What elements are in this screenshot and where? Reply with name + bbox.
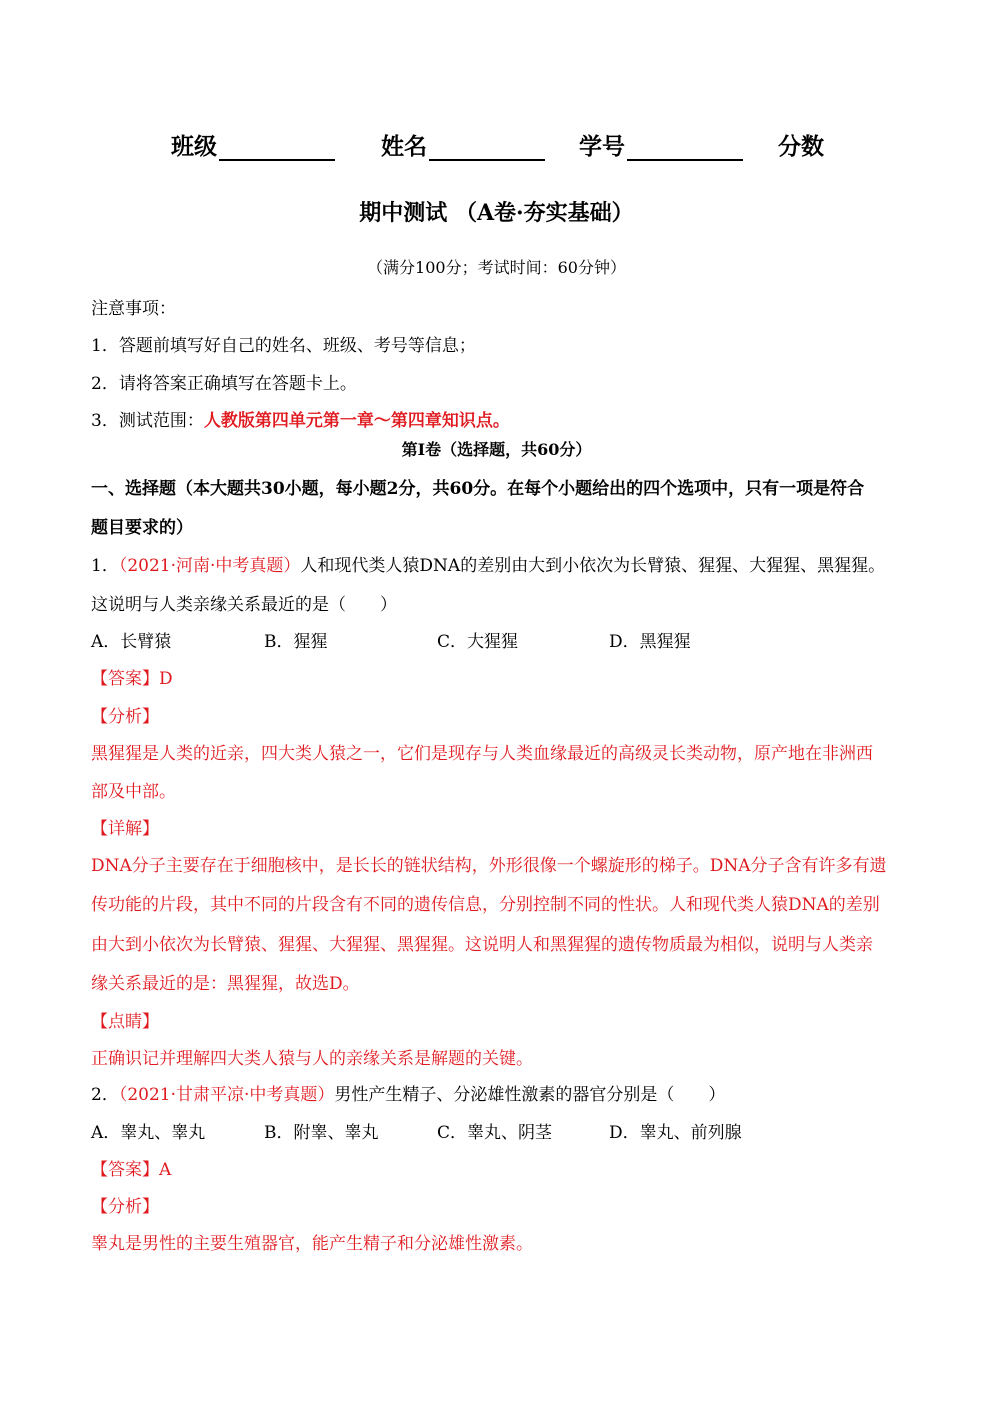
q2-option-c[interactable]: C．睾丸、阴茎 — [437, 1123, 553, 1143]
notice-heading: 注意事项： — [91, 299, 176, 319]
q1-option-a[interactable]: A．长臂猿 — [91, 632, 172, 652]
q1-tip: 正确识记并理解四大类人猿与人的亲缘关系是解题的关键。 — [91, 1049, 533, 1069]
q2-option-a[interactable]: A．睾丸、睾丸 — [91, 1123, 206, 1143]
q1-detail-line-2: 传功能的片段，其中不同的片段含有不同的遗传信息，分别控制不同的性状。人和现代类人猿DNA的差别 — [91, 895, 880, 915]
notice-item-1: 1．答题前填写好自己的姓名、班级、考号等信息； — [91, 336, 476, 356]
section-title: 第Ⅰ卷（选择题，共60分） — [401, 440, 592, 459]
q1-answer — [91, 664, 173, 689]
q2-options — [91, 1118, 911, 1142]
class-label: 班级 — [171, 133, 217, 160]
q2-analysis: 睾丸是男性的主要生殖器官，能产生精子和分泌雄性激素。 — [91, 1234, 533, 1254]
q2-answer-value: A — [159, 1160, 172, 1180]
student-id-label: 学号 — [579, 133, 625, 160]
q1-number: 1． — [91, 556, 119, 576]
q2-option-b[interactable]: B．附睾、睾丸 — [264, 1123, 379, 1143]
q1-source: （2021·河南·中考真题） — [118, 556, 301, 576]
q1-detail-label: 【详解】 — [91, 819, 159, 839]
q2-analysis-label: 【分析】 — [91, 1197, 159, 1217]
q1-analysis-line-1: 黑猩猩是人类的近亲，四大类人猿之一，它们是现存与人类血缘最近的高级灵长类动物，原产地在非洲西 — [91, 744, 873, 764]
name-blank[interactable] — [429, 135, 545, 161]
q1-option-d[interactable]: D．黑猩猩 — [609, 632, 691, 652]
notice-item-3-prefix: 3．测试范围： — [91, 411, 204, 431]
q2-answer-label: 【答案】 — [91, 1160, 159, 1180]
q2-stem — [91, 1080, 725, 1105]
q1-stem-line-1 — [91, 551, 885, 576]
student-id-field[interactable] — [579, 128, 743, 161]
score-label: 分数 — [778, 133, 824, 160]
q1-detail-line-4: 缘关系最近的是：黑猩猩，故选D。 — [91, 974, 360, 994]
q1-stem-line-2: 这说明与人类亲缘关系最近的是（ ） — [91, 595, 397, 615]
section-intro-line-2: 题目要求的） — [91, 518, 193, 538]
q1-stem-text: 人和现代类人猿DNA的差别由大到小依次为长臂猿、猩猩、大猩猩、黑猩猩。 — [300, 556, 886, 576]
q2-number: 2． — [91, 1085, 119, 1105]
q1-option-b[interactable]: B．猩猩 — [264, 632, 328, 652]
exam-title: 期中测试 （A卷·夯实基础） — [359, 200, 634, 226]
name-field[interactable] — [381, 128, 545, 161]
q1-detail-line-3: 由大到小依次为长臂猿、猩猩、大猩猩、黑猩猩。这说明人和黑猩猩的遗传物质最为相似，说明与人类亲 — [91, 935, 873, 955]
q1-options — [91, 627, 911, 651]
q1-tip-label: 【点睛】 — [91, 1012, 159, 1032]
student-id-blank[interactable] — [627, 135, 743, 161]
class-blank[interactable] — [219, 135, 335, 161]
class-field[interactable] — [171, 128, 335, 161]
q1-analysis-label: 【分析】 — [91, 707, 159, 727]
q2-option-d[interactable]: D．睾丸、前列腺 — [609, 1123, 742, 1143]
q1-answer-value: D — [159, 669, 173, 689]
notice-item-3-range: 人教版第四单元第一章～第四章知识点。 — [203, 411, 510, 431]
section-intro-line-1: 一、选择题（本大题共30小题，每小题2分，共60分。在每个小题给出的四个选项中，只有一项是符合 — [91, 479, 865, 499]
q1-answer-label: 【答案】 — [91, 669, 159, 689]
q1-analysis-line-2: 部及中部。 — [91, 782, 176, 802]
q2-stem-text: 男性产生精子、分泌雄性激素的器官分别是（ ） — [334, 1085, 726, 1105]
notice-item-3 — [91, 406, 510, 431]
q2-source: （2021·甘肃平凉·中考真题） — [118, 1085, 335, 1105]
q1-option-c[interactable]: C．大猩猩 — [437, 632, 519, 652]
exam-subtitle: （满分100分；考试时间：60分钟） — [367, 258, 626, 277]
q2-answer — [91, 1155, 171, 1180]
notice-item-2: 2．请将答案正确填写在答题卡上。 — [91, 374, 357, 394]
name-label: 姓名 — [381, 133, 427, 160]
score-field — [778, 128, 824, 161]
q1-detail-line-1: DNA分子主要存在于细胞核中，是长长的链状结构，外形很像一个螺旋形的梯子。DNA分子含有许多有遗 — [91, 856, 887, 876]
